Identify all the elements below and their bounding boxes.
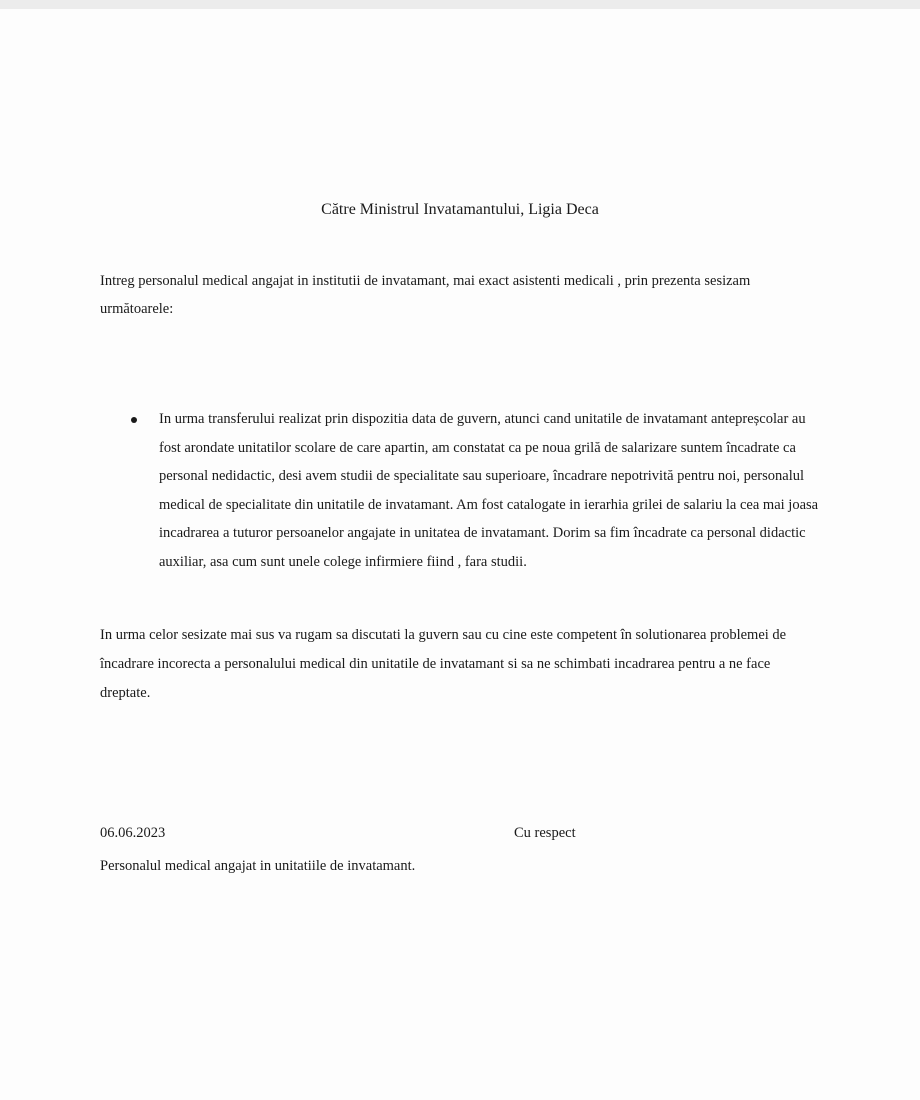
bullet-item: In urma transferului realizat prin dispozitia data de guvern, atunci cand unitatile de invatamant antepreșcolar au fost arondate unitatilor scolare de care apartin, am constatat ca pe noua grilă de salarizare suntem încadrate ca personal nedidactic, desi avem studii de specialitate sau superioare, încadrare nepotrivită pentru noi, personalul medical de specialitate din unitatile de invatamant. Am fost catalogate in ierarhia grilei de salariu la cea mai joasa incadrarea a tuturor persoanelor angajate in unitatea de invatamant. Dorim sa fim încadrate ca personal didactic auxiliar, asa cum sunt unele colege infirmiere fiind , fara studii.	[159, 411, 819, 570]
letter-title: Către Ministrul Invatamantului, Ligia Deca	[321, 201, 599, 218]
letter-date: 06.06.2023	[100, 825, 166, 841]
bullet-dot-icon	[131, 417, 137, 423]
document-page	[0, 9, 920, 1100]
top-edge-bar	[0, 0, 920, 9]
signature-line: Personalul medical angajat in unitatiile de invatamant.	[100, 858, 416, 874]
closing-paragraph: In urma celor sesizate mai sus va rugam sa discutati la guvern sau cu cine este competent în solutionarea problemei de încadrare incorecta a personalului medical din unitatile de invatamant si sa ne schimbati incadrarea pentru a ne face dreptate.	[100, 627, 787, 701]
regards-text: Cu respect	[514, 825, 576, 841]
intro-paragraph: Intreg personalul medical angajat in institutii de invatamant, mai exact asistenti medicali , prin prezenta sesizam următoarele:	[100, 273, 751, 317]
